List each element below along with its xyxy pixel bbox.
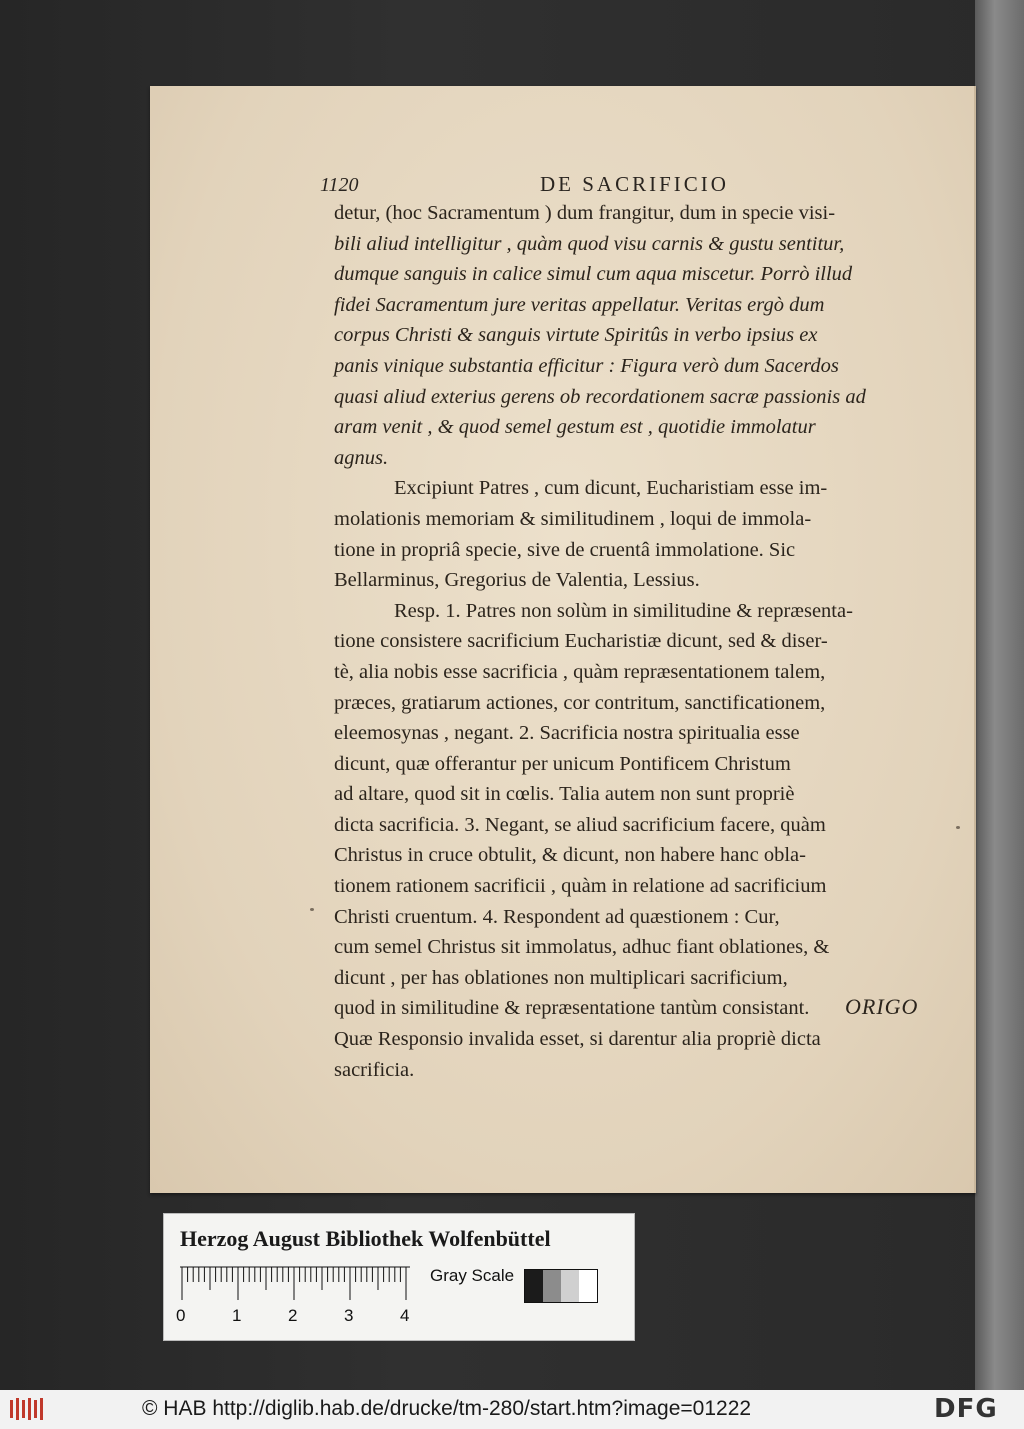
ruler-scale [180, 1266, 420, 1306]
paper-speck [310, 908, 314, 911]
text-line: Christus in cruce obtulit, & dicunt, non habere hanc obla- [334, 844, 806, 867]
text-line: molationis memoriam & similitudinem , loqui de immola- [334, 507, 812, 530]
library-name: Herzog August Bibliothek Wolfenbüttel [180, 1226, 551, 1251]
text-line: dumque sanguis in calice simul cum aqua miscetur. Porrò illud [334, 263, 853, 286]
text-line: præces, gratiarum actiones, cor contritum, sanctificationem, [334, 691, 826, 714]
text-line: tione consistere sacrificium Eucharistiæ dicunt, sed & diser- [334, 630, 828, 653]
text-line: sacrificia. [334, 1058, 415, 1081]
text-line: fidei Sacramentum jure veritas appellatur. Veritas ergò dum [334, 293, 825, 316]
gray-swatch [543, 1270, 561, 1302]
ruler-number: 0 [176, 1306, 186, 1325]
gray-scale-swatches [524, 1269, 598, 1303]
scan-edge-strip [975, 0, 1024, 1390]
text-line: panis vinique substantia efficitur : Figura verò dum Sacerdos [334, 354, 839, 377]
running-head-title: DE SACRIFICIO [540, 172, 729, 196]
text-line: Quæ Responsio invalida esset, si darentur alia propriè dicta [334, 1028, 821, 1051]
text-line: Resp. 1. Patres non solùm in similitudine & repræsenta- [394, 599, 853, 622]
body-text [334, 198, 934, 1085]
text-line: detur, (hoc Sacramentum ) dum frangitur, dum in specie visi- [334, 202, 836, 224]
text-line: quasi aliud exterius gerens ob recordationem sacræ passionis ad [334, 385, 866, 408]
text-line: aram venit , & quod semel gestum est , quotidie immolatur [334, 416, 816, 439]
text-line: bili aliud intelligitur , quàm quod visu carnis & gustu sentitur, [334, 232, 845, 255]
color-calibration-card [163, 1213, 635, 1341]
ruler-number: 4 [400, 1306, 410, 1325]
gray-swatch [579, 1270, 597, 1302]
gray-scale-label: Gray Scale [430, 1266, 515, 1285]
ruler-number: 1 [232, 1306, 242, 1325]
text-line: eleemosynas , negant. 2. Sacrificia nostra spiritualia esse [334, 722, 800, 745]
book-page [150, 86, 976, 1193]
text-line: cum semel Christus sit immolatus, adhuc fiant oblationes, & [334, 936, 830, 959]
hab-logo-icon [8, 1396, 46, 1422]
catchword: ORIGO [845, 994, 919, 1019]
text-line: Excipiunt Patres , cum dicunt, Eucharistiam esse im- [394, 477, 828, 500]
copyright-url-link[interactable]: © HAB http://diglib.hab.de/drucke/tm-280/start.htm?image=01222 [142, 1397, 752, 1420]
text-line: agnus. [334, 446, 389, 469]
gray-swatch [561, 1270, 579, 1302]
page-number: 1120 [320, 174, 359, 196]
text-line: dicta sacrificia. 3. Negant, se aliud sacrificium facere, quàm [334, 813, 826, 836]
gray-swatch [525, 1270, 543, 1302]
text-line: corpus Christi & sanguis virtute Spiritûs in verbo ipsius ex [334, 324, 818, 347]
text-line: tè, alia nobis esse sacrificia , quàm repræsentationem talem, [334, 660, 826, 683]
text-line: dicunt, quæ offerantur per unicum Pontificem Christum [334, 752, 791, 775]
text-line: Christi cruentum. 4. Respondent ad quæstionem : Cur, [334, 905, 780, 928]
dfg-logo: DFG [934, 1394, 998, 1424]
text-line: quod in similitudine & repræsentatione tantùm consistant. [334, 997, 810, 1020]
text-line: tionem rationem sacrificii , quàm in relatione ad sacrificium [334, 875, 827, 898]
ruler-number: 2 [288, 1306, 298, 1325]
paper-speck [956, 826, 960, 829]
ruler-number: 3 [344, 1306, 354, 1325]
text-line: tione in propriâ specie, sive de cruentâ immolatione. Sic [334, 538, 796, 561]
text-line: ad altare, quod sit in cœlis. Talia autem non sunt propriè [334, 783, 795, 806]
footer-bar [0, 1390, 1024, 1429]
text-line: Bellarminus, Gregorius de Valentia, Lessius. [334, 569, 700, 592]
text-line: dicunt , per has oblationes non multiplicari sacrificium, [334, 966, 788, 989]
